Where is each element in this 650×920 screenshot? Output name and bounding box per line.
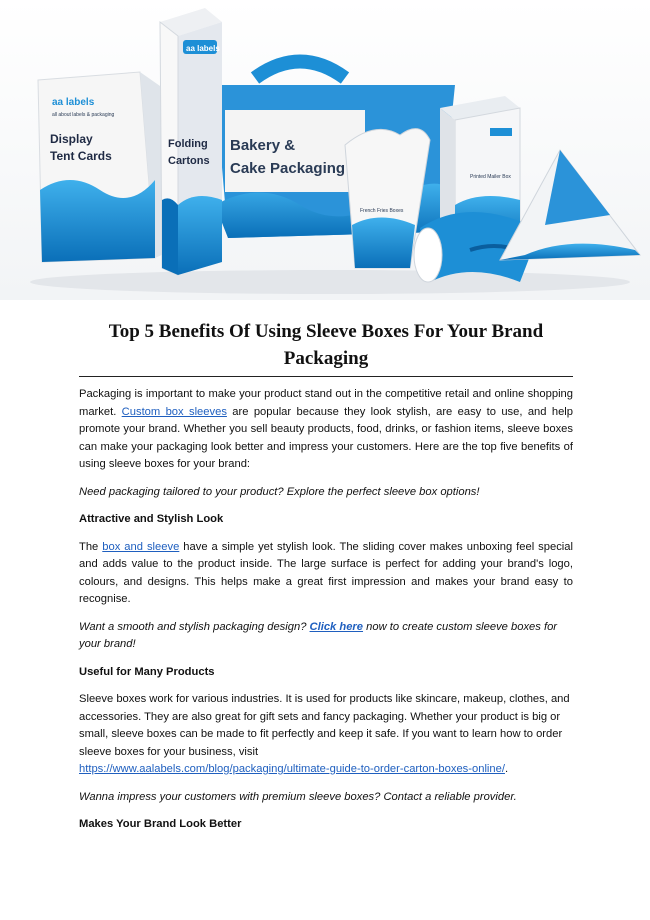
heading-useful-products: Useful for Many Products — [79, 665, 215, 678]
heading-brand-look: Makes Your Brand Look Better — [79, 818, 242, 830]
custom-box-sleeves-link[interactable]: Custom box sleeves — [121, 405, 227, 418]
bag-title-1: Bakery & — [230, 137, 296, 154]
box-and-sleeve-link[interactable]: box and sleeve — [102, 540, 180, 553]
cta-premium-sleeve: Wanna impress your customers with premium sleeve boxes? Contact a reliable provider. — [79, 790, 517, 803]
hero-image — [0, 0, 650, 300]
intro-text-end: are popular because they look stylish, are easy to use, and help promote your brand. Whether you sell beauty products, food, drinks, or fashion items, sleeve boxes can make your packaging look better and impress your customers. Here are the top five benefits of using sleeve boxes for your brand: — [79, 405, 573, 470]
heading-attractive-stylish: Attractive and Stylish Look — [79, 513, 224, 525]
bag-title-2: Cake Packaging — [230, 160, 346, 177]
floor-shadow — [30, 270, 630, 294]
title-line-2: Packaging — [283, 348, 369, 369]
left-box-title-2: Tent Cards — [50, 149, 112, 163]
fries-box-label: French Fries Boxes — [360, 208, 404, 214]
tall-box-brand: aa labels — [186, 44, 220, 53]
cta-smooth-design — [79, 619, 573, 654]
tall-box-title-2: Cartons — [168, 155, 210, 167]
click-here-link[interactable]: Click here — [309, 620, 364, 633]
intro-paragraph — [79, 386, 573, 474]
right-box-label: Printed Mailer Box — [470, 174, 511, 180]
left-box-title-1: Display — [50, 132, 93, 146]
para1-text-start: The — [79, 540, 103, 553]
para1-text-end: have a simple yet stylish look. The sliding cover makes unboxing feel special and adds value to the product inside. The large surface is perfect for adding your brand's logo, colours, and designs. This helps make a great first impression and makes your brand easy to recognise. — [79, 540, 574, 605]
article — [79, 318, 573, 834]
attractive-paragraph — [79, 539, 573, 609]
para2-text: Sleeve boxes work for various industries. It is used for products like skincare, makeup, clothes, and accessories. They are also great for gift sets and fancy packaging. Whether your product is big or small, sleeve boxes can be made to fit perfectly and keep it safe. If you want to learn how to order sleeve boxes for your business, visit — [79, 693, 570, 758]
display-tent-card-box — [38, 72, 168, 262]
tall-box-title-1: Folding — [168, 138, 208, 150]
packaging-illustration — [0, 0, 650, 300]
cta2-text-end: now to create custom sleeve boxes for your brand! — [79, 620, 558, 650]
cta-tailored-packaging: Need packaging tailored to your product? Explore the perfect sleeve box options! — [79, 485, 480, 498]
useful-paragraph — [79, 691, 573, 779]
intro-text-start: Packaging is important to make your product stand out in the competitive retail and online shopping market. — [79, 388, 573, 418]
title-line-1: Top 5 Benefits Of Using Sleeve Boxes For Your Brand — [108, 321, 544, 342]
article-title — [79, 318, 573, 377]
left-box-tagline: all about labels & packaging — [52, 112, 115, 118]
left-box-brand: aa labels — [52, 97, 95, 108]
cta2-text-start: Want a smooth and stylish packaging design? — [79, 620, 310, 633]
para2-url-period: . — [504, 763, 509, 775]
folding-carton-box — [160, 8, 222, 275]
aalabels-guide-url-link[interactable]: https://www.aalabels.com/blog/packaging/ultimate-guide-to-order-carton-boxes-online/ — [79, 763, 505, 775]
